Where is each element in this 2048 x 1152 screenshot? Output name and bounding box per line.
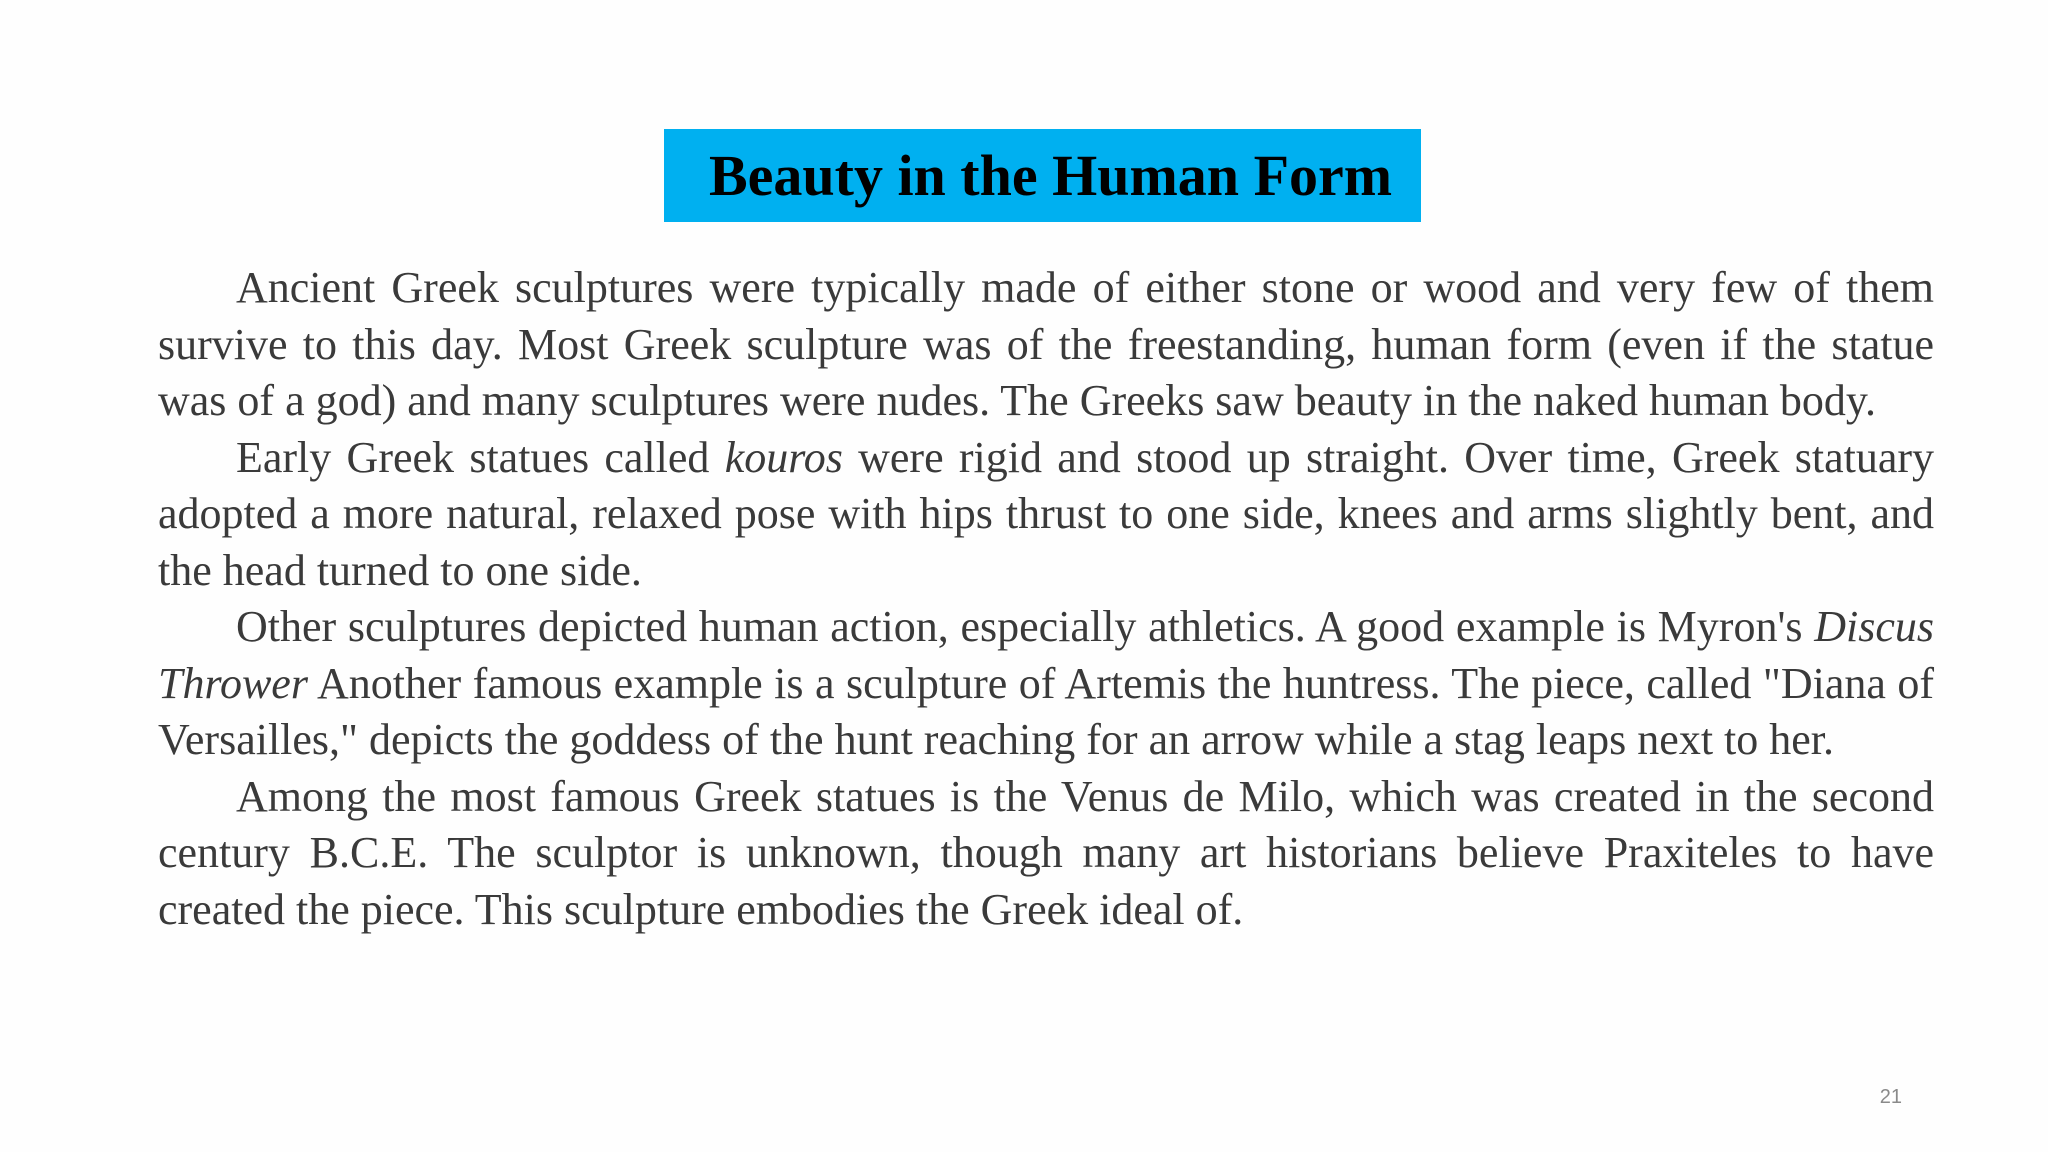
paragraph-2-text-a: Early Greek statues called (236, 432, 725, 482)
page-number: 21 (1879, 1086, 1902, 1108)
paragraph-1-text: Ancient Greek sculptures were typically made of either stone or wood and very few of them survive to this day. Most Greek sculpture was of the freestanding, human form (even if the statue was of a god) and many sculptures were nudes. The Greeks saw beauty in the naked human body. (158, 263, 1934, 425)
paragraph-2-italic-term: kouros (724, 432, 843, 482)
paragraph-4-text: Among the most famous Greek statues is the Venus de Milo, which was created in the second century B.C.E. The sculptor is unknown, though many art historians believe Praxiteles to have created the piece. This sculpture embodies the Greek ideal of. (158, 771, 1934, 934)
paragraph-2-text-b: were rigid and stood up straight. Over time, Greek statuary adopted a more natural, relaxed pose with hips thrust to one side, knees and arms slightly bent, and the head turned to one side. (158, 432, 1935, 595)
paragraph-3-italic-title: Discus Thrower (158, 602, 1934, 708)
paragraph-4 (158, 769, 1934, 939)
title-banner (664, 129, 1421, 222)
paragraph-3-text-b: Another famous example is a sculpture of Artemis the huntress. The piece, called "Diana of Versailles," depicts the goddess of the hunt reaching for an arrow while a stag leaps next to her. (158, 658, 1934, 764)
paragraph-3-text-a: Other sculptures depicted human action, especially athletics. A good example is Myron's (236, 602, 1815, 651)
paragraph-3 (158, 599, 1934, 769)
paragraph-1 (158, 260, 1934, 430)
body-text (158, 260, 1934, 938)
paragraph-2 (158, 430, 1934, 600)
slide-title: Beauty in the Human Form (708, 143, 1393, 208)
